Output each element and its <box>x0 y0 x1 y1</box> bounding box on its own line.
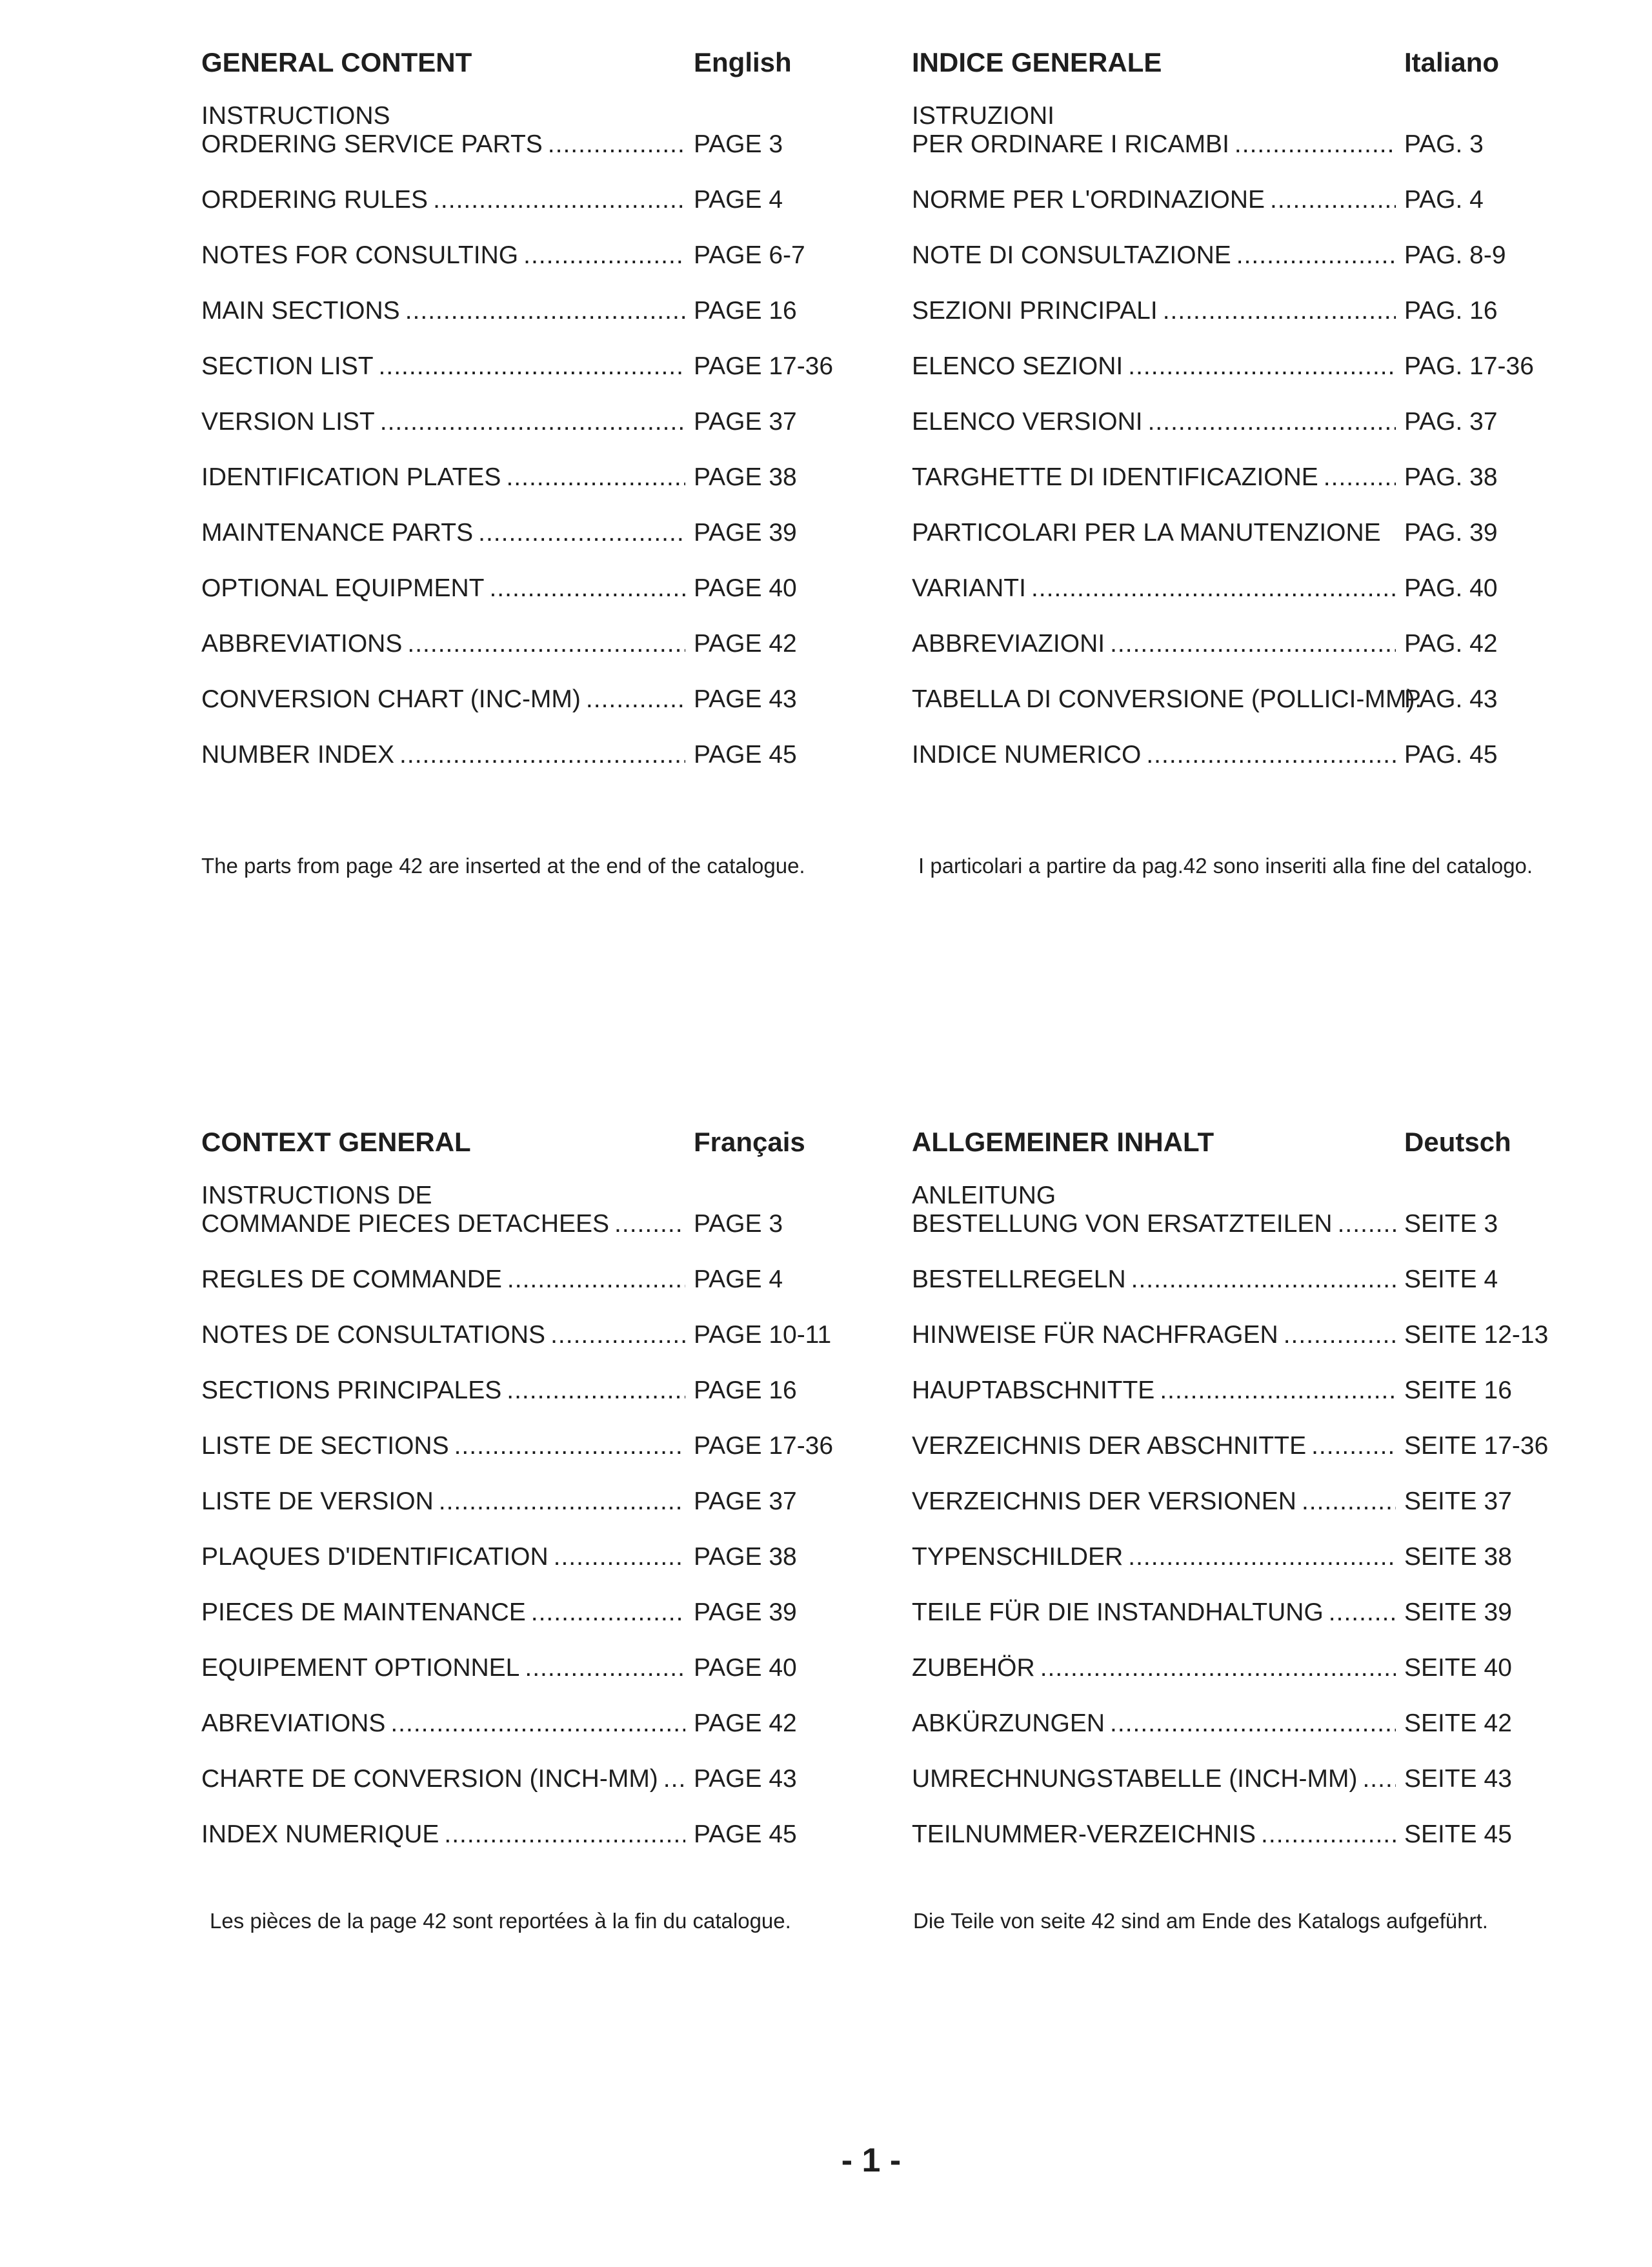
toc-entry-page: PAGE 6-7 <box>694 241 805 269</box>
dot-leader <box>444 1820 685 1849</box>
toc-entry-label: OPTIONAL EQUIPMENT <box>201 574 485 602</box>
toc-entry-page: SEITE 45 <box>1404 1820 1512 1848</box>
toc-entry <box>912 408 1544 436</box>
toc-entry-label: VARIANTI <box>912 574 1026 602</box>
dot-leader <box>1163 297 1396 325</box>
toc-entry-page: PAG. 3 <box>1404 130 1484 158</box>
toc-entry-page: PAGE 17-36 <box>694 352 834 380</box>
dot-leader <box>454 1432 685 1460</box>
toc-entry-page: PAG. 43 <box>1404 685 1498 713</box>
dot-leader <box>1160 1376 1396 1405</box>
toc-entry-label: CHARTE DE CONVERSION (INCH-MM) <box>201 1765 658 1793</box>
toc-entry <box>912 630 1544 658</box>
toc-entry-page: PAGE 16 <box>694 1376 797 1404</box>
toc-entries <box>201 102 834 769</box>
toc-entry-label: ABBREVIATIONS <box>201 630 403 658</box>
dot-leader <box>614 1210 685 1238</box>
toc-entry-page: PAGE 37 <box>694 1487 797 1515</box>
toc-entry <box>201 186 834 214</box>
toc-entry-page: SEITE 37 <box>1404 1487 1512 1515</box>
toc-entry-page: PAGE 40 <box>694 1654 797 1682</box>
toc-entry <box>912 685 1544 714</box>
toc-entry <box>912 1654 1544 1682</box>
toc-entry-page: PAG. 45 <box>1404 741 1498 769</box>
toc-entry-page: SEITE 39 <box>1404 1598 1512 1626</box>
toc-entry-label: PARTICOLARI PER LA MANUTENZIONE <box>912 519 1381 547</box>
dot-leader <box>586 685 685 714</box>
dot-leader <box>1329 1598 1396 1627</box>
toc-entry <box>912 463 1544 492</box>
dot-leader <box>1148 408 1396 436</box>
toc-entry-label: PLAQUES D'IDENTIFICATION <box>201 1543 549 1571</box>
toc-entry <box>912 1820 1544 1849</box>
toc-entry-page: SEITE 4 <box>1404 1265 1498 1293</box>
toc-entry <box>912 1376 1544 1405</box>
toc-entry-page: PAGE 3 <box>694 1210 783 1238</box>
toc-entry-page: PAGE 39 <box>694 1598 797 1626</box>
dot-leader <box>1311 1432 1396 1460</box>
toc-entry-page: PAGE 42 <box>694 1709 797 1737</box>
language-label: English <box>694 47 792 77</box>
toc-entry-label: SEZIONI PRINCIPALI <box>912 297 1158 325</box>
toc-entry-label: NOTE DI CONSULTAZIONE <box>912 241 1231 269</box>
page-number: - 1 - <box>841 2142 902 2179</box>
toc-entry <box>201 1820 834 1849</box>
toc-entry-label: MAINTENANCE PARTS <box>201 519 474 547</box>
dot-leader <box>1110 630 1396 658</box>
dot-leader <box>380 408 685 436</box>
toc-entry <box>912 297 1544 325</box>
toc-entry-page: PAGE 38 <box>694 463 797 491</box>
catalogue-note: Les pièces de la page 42 sont reportées à la fin du catalogue. <box>210 1909 791 1933</box>
toc-entry-label: NORME PER L'ORDINAZIONE <box>912 186 1265 214</box>
toc-entry <box>201 685 834 714</box>
dot-leader <box>507 1376 685 1405</box>
toc-entry <box>201 102 834 159</box>
toc-entry-page: SEITE 12-13 <box>1404 1321 1549 1349</box>
toc-entry-label: LISTE DE VERSION <box>201 1487 434 1515</box>
catalogue-note: The parts from page 42 are inserted at the end of the catalogue. <box>201 854 805 878</box>
toc-entry-page: PAG. 8-9 <box>1404 241 1506 269</box>
toc-entry <box>201 297 834 325</box>
dot-leader <box>554 1543 685 1571</box>
toc-entry <box>912 1598 1544 1627</box>
dot-leader <box>1031 574 1396 603</box>
dot-leader <box>663 1765 685 1793</box>
toc-entry <box>912 1265 1544 1294</box>
toc-entry-page: SEITE 40 <box>1404 1654 1512 1682</box>
toc-entry-label: INDICE NUMERICO <box>912 741 1142 769</box>
toc-entry-page: PAGE 17-36 <box>694 1432 834 1460</box>
toc-entry <box>912 1709 1544 1738</box>
toc-francais <box>201 1123 834 1876</box>
toc-entry <box>912 1321 1549 1349</box>
toc-header <box>912 44 1544 81</box>
dot-leader <box>1302 1487 1396 1516</box>
toc-entry-page: PAG. 4 <box>1404 186 1484 214</box>
toc-entry <box>912 102 1544 159</box>
toc-entry-label: ORDERING SERVICE PARTS <box>201 130 543 158</box>
toc-entry-label: VERZEICHNIS DER ABSCHNITTE <box>912 1432 1307 1460</box>
toc-entry <box>201 519 834 547</box>
toc-entry-label-line: ISTRUZIONI <box>912 102 1054 130</box>
dot-leader <box>1284 1321 1396 1349</box>
dot-leader <box>489 574 685 603</box>
toc-entry <box>912 574 1544 603</box>
toc-entry-label: VERSION LIST <box>201 408 375 436</box>
toc-entry-page: PAGE 43 <box>694 1765 797 1793</box>
toc-entry-label: BESTELLUNG VON ERSATZTEILEN <box>912 1210 1333 1238</box>
toc-entry-label: INDEX NUMERIQUE <box>201 1820 439 1848</box>
toc-entry-page: PAG. 17-36 <box>1404 352 1534 380</box>
toc-entry <box>201 1321 834 1349</box>
toc-entry-page: PAGE 45 <box>694 741 797 769</box>
dot-leader <box>525 1654 685 1682</box>
dot-leader <box>1362 1765 1396 1793</box>
dot-leader <box>531 1598 685 1627</box>
toc-entry-label-line: INSTRUCTIONS DE <box>201 1182 432 1209</box>
toc-entry <box>912 1543 1544 1571</box>
toc-entry-page: PAGE 4 <box>694 1265 783 1293</box>
toc-entries <box>201 1182 834 1849</box>
toc-entry-label: NUMBER INDEX <box>201 741 395 769</box>
toc-entry-page: SEITE 43 <box>1404 1765 1512 1793</box>
dot-leader <box>407 630 685 658</box>
toc-entry-page: PAG. 42 <box>1404 630 1498 658</box>
toc-entry-page: SEITE 3 <box>1404 1210 1498 1238</box>
dot-leader <box>550 1321 685 1349</box>
toc-entry <box>201 1487 834 1516</box>
toc-entry-label: BESTELLREGELN <box>912 1265 1126 1293</box>
toc-entry-label: NOTES FOR CONSULTING <box>201 241 519 269</box>
dot-leader <box>506 463 685 492</box>
dot-leader <box>439 1487 685 1516</box>
toc-entry-label: IDENTIFICATION PLATES <box>201 463 501 491</box>
dot-leader <box>1131 1265 1396 1294</box>
dot-leader <box>523 241 685 270</box>
toc-entry-label: CONVERSION CHART (INC-MM) <box>201 685 581 713</box>
toc-entry-page: PAG. 37 <box>1404 408 1498 436</box>
section-title: INDICE GENERALE <box>912 47 1162 77</box>
language-label: Français <box>694 1127 805 1157</box>
toc-entry-label: TEILE FÜR DIE INSTANDHALTUNG <box>912 1598 1324 1626</box>
toc-entry-label: MAIN SECTIONS <box>201 297 400 325</box>
toc-header <box>201 44 834 81</box>
dot-leader <box>507 1265 685 1294</box>
toc-entry-label: ZUBEHÖR <box>912 1654 1035 1682</box>
toc-entry-label: HAUPTABSCHNITTE <box>912 1376 1155 1404</box>
dot-leader <box>1128 1543 1396 1571</box>
toc-entry <box>912 1765 1544 1793</box>
dot-leader <box>1146 741 1396 769</box>
language-label: Deutsch <box>1404 1127 1511 1157</box>
section-title: ALLGEMEINER INHALT <box>912 1127 1214 1157</box>
dot-leader <box>399 741 685 769</box>
toc-entry-label: ABKÜRZUNGEN <box>912 1709 1105 1737</box>
section-title: GENERAL CONTENT <box>201 47 472 77</box>
toc-entry-page: PAG. 40 <box>1404 574 1498 602</box>
toc-entry-label-line: INSTRUCTIONS <box>201 102 390 130</box>
toc-entry-label: LISTE DE SECTIONS <box>201 1432 449 1460</box>
toc-entry <box>912 519 1544 547</box>
toc-entry <box>201 463 834 492</box>
toc-header <box>912 1123 1544 1161</box>
toc-entry <box>912 1182 1544 1238</box>
toc-entry <box>201 1765 834 1793</box>
toc-entry-page: PAG. 16 <box>1404 297 1498 325</box>
dot-leader <box>1236 241 1396 270</box>
toc-english <box>201 44 834 796</box>
toc-entry-label: REGLES DE COMMANDE <box>201 1265 502 1293</box>
toc-entry-label: SECTIONS PRINCIPALES <box>201 1376 502 1404</box>
toc-entry-page: SEITE 17-36 <box>1404 1432 1549 1460</box>
toc-entry <box>201 1543 834 1571</box>
toc-entry-page: PAG. 38 <box>1404 463 1498 491</box>
toc-entry-page: PAGE 43 <box>694 685 797 713</box>
toc-entry <box>912 1432 1549 1460</box>
toc-entry-label: TARGHETTE DI IDENTIFICAZIONE <box>912 463 1318 491</box>
toc-entry-label: SECTION LIST <box>201 352 374 380</box>
toc-entry-page: PAGE 16 <box>694 297 797 325</box>
dot-leader <box>1128 352 1396 381</box>
toc-entry-label: ABBREVIAZIONI <box>912 630 1105 658</box>
toc-entry <box>201 1598 834 1627</box>
toc-entry-label: ORDERING RULES <box>201 186 428 214</box>
toc-header <box>201 1123 834 1161</box>
dot-leader <box>433 186 685 214</box>
toc-entry <box>912 352 1544 381</box>
toc-entries <box>912 1182 1549 1849</box>
toc-entry-page: PAGE 3 <box>694 130 783 158</box>
toc-deutsch <box>912 1123 1549 1876</box>
toc-entry-label: NOTES DE CONSULTATIONS <box>201 1321 546 1349</box>
toc-entry <box>912 741 1544 769</box>
toc-entry <box>201 352 834 381</box>
toc-entry-label: EQUIPEMENT OPTIONNEL <box>201 1654 520 1682</box>
toc-entry-page: PAG. 39 <box>1404 519 1498 547</box>
dot-leader <box>478 519 685 547</box>
toc-entry <box>201 1182 834 1238</box>
toc-italiano <box>912 44 1544 796</box>
catalogue-note: Die Teile von seite 42 sind am Ende des Katalogs aufgeführt. <box>913 1909 1488 1933</box>
dot-leader <box>1338 1210 1396 1238</box>
toc-entry <box>912 1487 1544 1516</box>
toc-entry <box>201 1432 834 1460</box>
toc-entry-page: PAGE 39 <box>694 519 797 547</box>
toc-entry-page: PAGE 37 <box>694 408 797 436</box>
toc-entry-label: TEILNUMMER-VERZEICHNIS <box>912 1820 1256 1848</box>
language-label: Italiano <box>1404 47 1500 77</box>
dot-leader <box>390 1709 685 1738</box>
dot-leader <box>548 130 685 159</box>
dot-leader <box>1270 186 1396 214</box>
toc-entry-label: PIECES DE MAINTENANCE <box>201 1598 526 1626</box>
catalogue-note: I particolari a partire da pag.42 sono inseriti alla fine del catalogo. <box>918 854 1533 878</box>
toc-entry <box>201 741 834 769</box>
section-title: CONTEXT GENERAL <box>201 1127 471 1157</box>
dot-leader <box>1324 463 1396 492</box>
toc-entry-page: PAGE 38 <box>694 1543 797 1571</box>
toc-entry <box>201 1265 834 1294</box>
toc-entry-page: PAGE 40 <box>694 574 797 602</box>
toc-entry <box>201 1376 834 1405</box>
toc-entry <box>201 408 834 436</box>
toc-entry-page: PAGE 45 <box>694 1820 797 1848</box>
dot-leader <box>1234 130 1396 159</box>
toc-entry-label: ABREVIATIONS <box>201 1709 386 1737</box>
toc-entry-page: PAGE 42 <box>694 630 797 658</box>
toc-entry-label: VERZEICHNIS DER VERSIONEN <box>912 1487 1296 1515</box>
toc-entry-label: ELENCO SEZIONI <box>912 352 1123 380</box>
toc-entry-label: ELENCO VERSIONI <box>912 408 1143 436</box>
toc-entry-label: TABELLA DI CONVERSIONE (POLLICI-MM). <box>912 685 1422 713</box>
toc-entry <box>912 186 1544 214</box>
toc-entry-page: SEITE 38 <box>1404 1543 1512 1571</box>
dot-leader <box>1261 1820 1396 1849</box>
toc-entry-label: TYPENSCHILDER <box>912 1543 1123 1571</box>
toc-entry-page: PAGE 10-11 <box>694 1321 832 1349</box>
toc-entry-page: SEITE 42 <box>1404 1709 1512 1737</box>
dot-leader <box>379 352 685 381</box>
toc-entry-label: PER ORDINARE I RICAMBI <box>912 130 1229 158</box>
toc-entry-label-line: ANLEITUNG <box>912 1182 1056 1209</box>
dot-leader <box>1040 1654 1396 1682</box>
toc-entry-label: UMRECHNUNGSTABELLE (INCH-MM) <box>912 1765 1358 1793</box>
toc-entry-label: COMMANDE PIECES DETACHEES <box>201 1210 610 1238</box>
toc-entries <box>912 102 1544 769</box>
toc-entry <box>201 630 834 658</box>
toc-entry-page: SEITE 16 <box>1404 1376 1512 1404</box>
toc-entry <box>201 1709 834 1738</box>
dot-leader <box>1110 1709 1396 1738</box>
toc-entry <box>201 1654 834 1682</box>
toc-entry <box>201 574 834 603</box>
toc-entry-label: HINWEISE FÜR NACHFRAGEN <box>912 1321 1278 1349</box>
toc-entry <box>201 241 834 270</box>
dot-leader <box>405 297 685 325</box>
toc-entry <box>912 241 1544 270</box>
toc-entry-page: PAGE 4 <box>694 186 783 214</box>
